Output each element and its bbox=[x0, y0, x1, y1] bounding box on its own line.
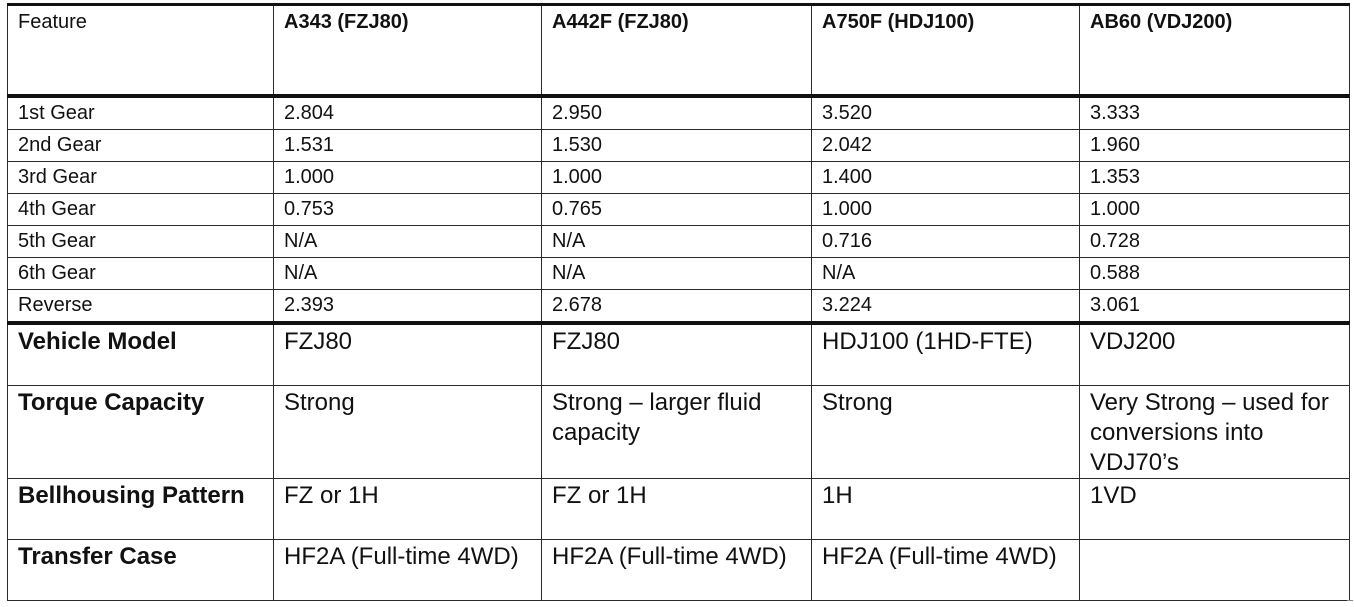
header-cell-ab60: AB60 (VDJ200) bbox=[1080, 5, 1350, 97]
gear-ratio-cell: N/A bbox=[542, 258, 812, 290]
gear-ratio-cell: 2.804 bbox=[274, 96, 542, 130]
transmission-comparison-table bbox=[7, 3, 1350, 601]
spec-value-cell: FZ or 1H bbox=[542, 479, 812, 540]
gear-ratio-cell: 2.042 bbox=[812, 130, 1080, 162]
gear-label: 4th Gear bbox=[8, 194, 274, 226]
spec-value-cell: FZ or 1H bbox=[274, 479, 542, 540]
spec-value-cell: VDJ200 bbox=[1080, 323, 1350, 386]
header-cell-feature: Feature bbox=[8, 5, 274, 97]
gear-ratio-cell: 2.950 bbox=[542, 96, 812, 130]
gear-row-5th bbox=[8, 226, 1350, 258]
spec-row-bellhousing-pattern bbox=[8, 479, 1350, 540]
gear-ratio-cell: N/A bbox=[274, 226, 542, 258]
gear-ratio-cell: 1.000 bbox=[542, 162, 812, 194]
gear-ratio-cell: 1.000 bbox=[274, 162, 542, 194]
gear-ratio-cell: 3.333 bbox=[1080, 96, 1350, 130]
spec-label: Bellhousing Pattern bbox=[8, 479, 274, 540]
gear-row-4th bbox=[8, 194, 1350, 226]
spec-value-cell: Strong bbox=[274, 386, 542, 479]
gear-ratio-cell: 0.716 bbox=[812, 226, 1080, 258]
gear-row-2nd bbox=[8, 130, 1350, 162]
gear-ratio-cell: 3.520 bbox=[812, 96, 1080, 130]
header-cell-a442f: A442F (FZJ80) bbox=[542, 5, 812, 97]
gear-ratio-cell: 1.530 bbox=[542, 130, 812, 162]
gear-ratio-cell: 3.061 bbox=[1080, 290, 1350, 324]
gear-ratio-cell: N/A bbox=[274, 258, 542, 290]
gear-ratio-cell: 1.400 bbox=[812, 162, 1080, 194]
gear-ratio-cell: N/A bbox=[542, 226, 812, 258]
table-header-row bbox=[8, 5, 1350, 97]
spec-row-torque-capacity bbox=[8, 386, 1350, 479]
gear-row-6th bbox=[8, 258, 1350, 290]
gear-ratio-cell: 3.224 bbox=[812, 290, 1080, 324]
gear-ratio-cell: 0.765 bbox=[542, 194, 812, 226]
spec-label: Transfer Case bbox=[8, 540, 274, 601]
gear-ratio-cell: 0.753 bbox=[274, 194, 542, 226]
gear-label: 2nd Gear bbox=[8, 130, 274, 162]
gear-row-3rd bbox=[8, 162, 1350, 194]
gear-ratio-cell: N/A bbox=[812, 258, 1080, 290]
gear-label: 6th Gear bbox=[8, 258, 274, 290]
spec-row-vehicle-model bbox=[8, 323, 1350, 386]
spec-value-cell: Strong bbox=[812, 386, 1080, 479]
spec-value-cell: Very Strong – used for conversions into VDJ70’s bbox=[1080, 386, 1350, 479]
gear-ratio-cell: 1.531 bbox=[274, 130, 542, 162]
gear-ratio-cell: 1.353 bbox=[1080, 162, 1350, 194]
spec-value-cell: HF2A (Full-time 4WD) bbox=[812, 540, 1080, 601]
gear-ratio-cell: 0.728 bbox=[1080, 226, 1350, 258]
spec-label: Vehicle Model bbox=[8, 323, 274, 386]
gear-label: 5th Gear bbox=[8, 226, 274, 258]
header-cell-a750f: A750F (HDJ100) bbox=[812, 5, 1080, 97]
gear-ratio-cell: 1.000 bbox=[812, 194, 1080, 226]
spec-value-cell: FZJ80 bbox=[274, 323, 542, 386]
gear-label: 3rd Gear bbox=[8, 162, 274, 194]
spec-value-cell: 1H bbox=[812, 479, 1080, 540]
gear-ratio-cell: 2.393 bbox=[274, 290, 542, 324]
gear-ratio-cell: 1.960 bbox=[1080, 130, 1350, 162]
table-end-marker bbox=[1347, 600, 1353, 601]
gear-ratio-cell: 2.678 bbox=[542, 290, 812, 324]
gear-row-1st bbox=[8, 96, 1350, 130]
spec-label: Torque Capacity bbox=[8, 386, 274, 479]
spec-value-cell bbox=[1080, 540, 1350, 601]
gear-ratio-cell: 1.000 bbox=[1080, 194, 1350, 226]
spec-value-cell: 1VD bbox=[1080, 479, 1350, 540]
spec-value-cell: HF2A (Full-time 4WD) bbox=[542, 540, 812, 601]
gear-label: Reverse bbox=[8, 290, 274, 324]
spec-value-cell: HF2A (Full-time 4WD) bbox=[274, 540, 542, 601]
spec-row-transfer-case bbox=[8, 540, 1350, 601]
gear-ratio-cell: 0.588 bbox=[1080, 258, 1350, 290]
gear-row-reverse bbox=[8, 290, 1350, 324]
spec-value-cell: FZJ80 bbox=[542, 323, 812, 386]
spec-value-cell: HDJ100 (1HD-FTE) bbox=[812, 323, 1080, 386]
gear-label: 1st Gear bbox=[8, 96, 274, 130]
header-cell-a343: A343 (FZJ80) bbox=[274, 5, 542, 97]
spec-value-cell: Strong – larger fluid capacity bbox=[542, 386, 812, 479]
